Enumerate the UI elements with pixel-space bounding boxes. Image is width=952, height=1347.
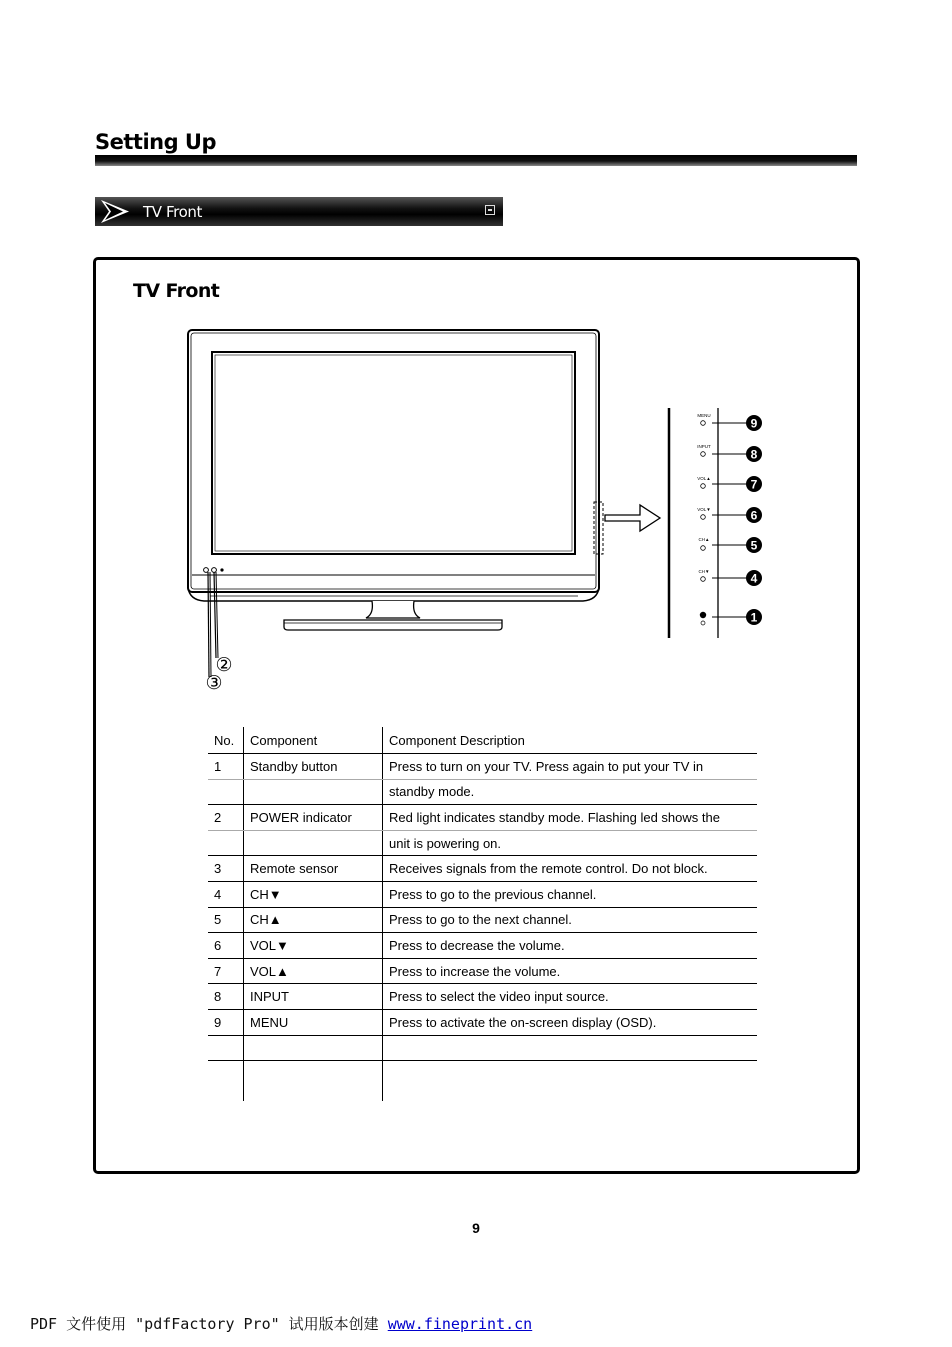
footer-watermark [30, 1313, 532, 1334]
table-row: standby mode. [208, 779, 757, 805]
section-title: Setting Up [95, 130, 217, 154]
power-icon [700, 612, 706, 618]
arrow-right-icon [605, 505, 660, 531]
button-label-ch-down: CH▼ [698, 569, 710, 574]
footer-link[interactable]: www.fineprint.cn [387, 1315, 533, 1333]
button-label-vol-down: VOL▼ [697, 507, 711, 512]
table-row: 2 POWER indicator Red light indicates standby mode. Flashing led shows the [208, 805, 757, 831]
header-no: No. [208, 727, 244, 754]
table-row: 3 Remote sensor Receives signals from the remote control. Do not block. [208, 856, 757, 882]
side-buttons [697, 413, 762, 625]
button-label-input: INPUT [697, 444, 711, 449]
callout-1: 1 [750, 610, 758, 625]
tv-stand [284, 620, 502, 630]
callout-9: 9 [750, 416, 758, 431]
page-number: 9 [472, 1220, 480, 1236]
table-row: 8 INPUT Press to select the video input source. [208, 984, 757, 1010]
menu-button [697, 413, 762, 431]
vol-up-button [697, 476, 762, 492]
component-table [208, 727, 757, 1101]
button-label-menu: MENU [697, 413, 711, 418]
callout-7: 7 [750, 477, 758, 492]
footer-text: PDF 文件使用 "pdfFactory Pro" 试用版本创建 [30, 1315, 388, 1333]
panel-title: TV Front [133, 280, 220, 302]
table-row: 5 CH▲ Press to go to the next channel. [208, 907, 757, 933]
callout-6: 6 [750, 508, 758, 523]
table-row: 9 MENU Press to activate the on-screen display (OSD). [208, 1009, 757, 1035]
tv-screen [212, 352, 575, 554]
ch-down-button [699, 569, 762, 586]
header-description: Component Description [383, 727, 758, 754]
callout-4: 4 [750, 571, 758, 586]
title-rule [95, 155, 857, 166]
callout-3: ③ [205, 673, 223, 694]
table-row: 4 CH▼ Press to go to the previous channel. [208, 881, 757, 907]
collapse-icon [485, 205, 495, 215]
table-row-empty [208, 1061, 757, 1102]
button-label-vol-up: VOL▲ [697, 476, 711, 481]
table-row: unit is powering on. [208, 830, 757, 856]
button-label-ch-up: CH▲ [698, 537, 710, 542]
subsection-label: TV Front [143, 203, 202, 221]
tv-front-diagram [180, 320, 780, 700]
callout-5: 5 [750, 538, 758, 553]
callout-2: ② [215, 655, 233, 676]
table-row [208, 1035, 757, 1061]
chevron-right-icon [99, 198, 131, 225]
ch-up-button [699, 537, 762, 553]
subsection-bar [95, 197, 503, 226]
table-header-row [208, 727, 757, 754]
vol-down-button [697, 507, 762, 523]
table-row: 1 Standby button Press to turn on your TV. Press again to put your TV in [208, 754, 757, 780]
standby-button [700, 609, 762, 625]
header-component: Component [244, 727, 383, 754]
input-button [697, 444, 762, 462]
callout-8: 8 [750, 447, 758, 462]
table-row: 7 VOL▲ Press to increase the volume. [208, 958, 757, 984]
table-row: 6 VOL▼ Press to decrease the volume. [208, 933, 757, 959]
